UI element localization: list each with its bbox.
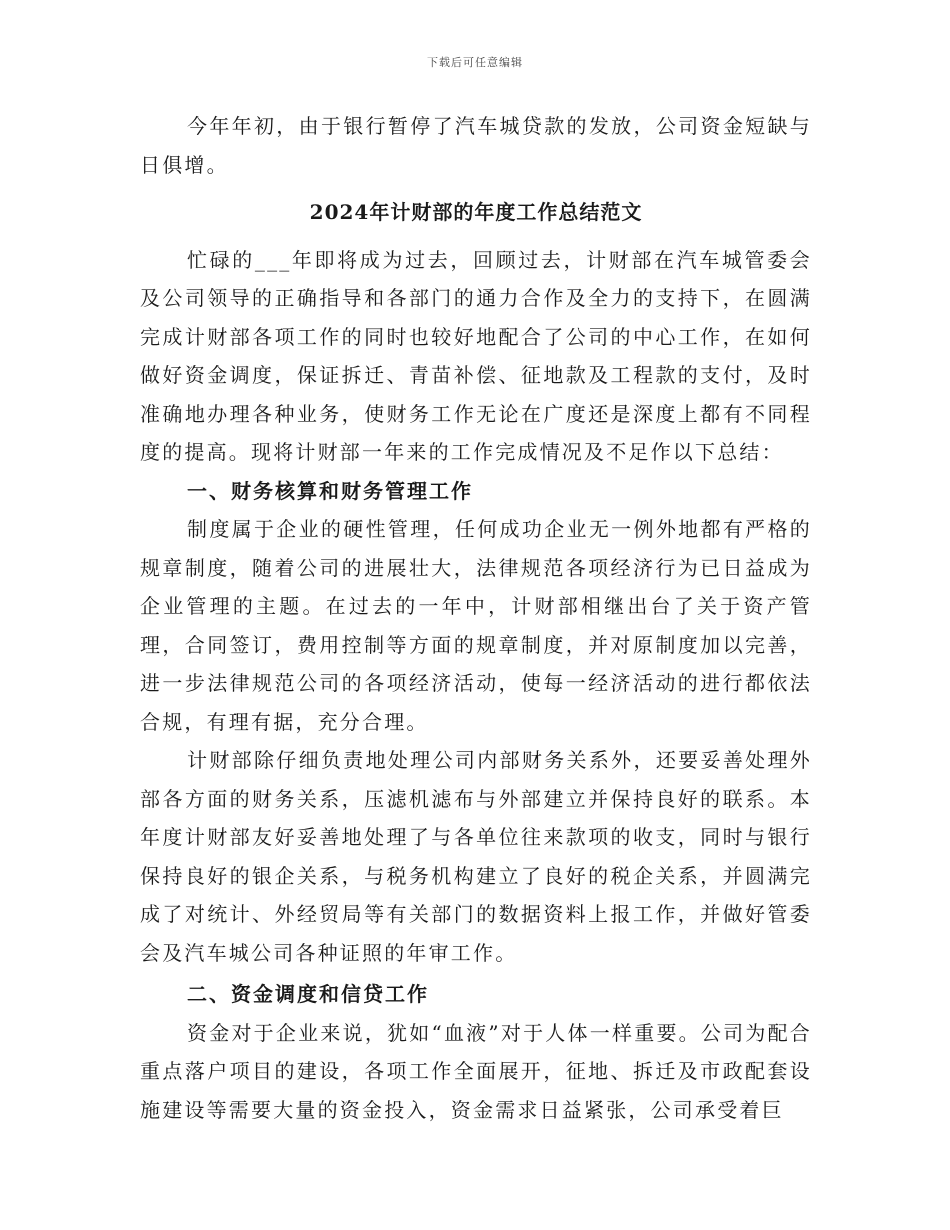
- section-heading-accounting: 一、财务核算和财务管理工作: [187, 478, 473, 503]
- page-header: 下载后可任意编辑: [427, 56, 523, 69]
- document-title: 2024年计财部的年度工作总结范文: [309, 200, 643, 224]
- paragraph-relations: 计财部除仔细负责地处理公司内部财务关系外，还要妥善处理外部各方面的财务关系，压滤机滤布与外部建立并保持良好的联系。本年度计财部友好妥善地处理了与各单位往来款项的收支，同时与银行保持良好的银企关系，与税务机构建立了良好的税企关系，并圆满完成了对统计、外经贸局等有关部门的数据资料上报工作，并做好管委会及汽车城公司各种证照的年审工作。: [140, 748, 812, 965]
- paragraph-funding: 资金对于企业来说，犹如“血液”对于人体一样重要。公司为配合重点落户项目的建设，各项工作全面展开，征地、拆迁及市政配套设施建设等需要大量的资金投入，资金需求日益紧张，公司承受着巨: [140, 1020, 812, 1122]
- section-heading-funding: 二、资金调度和信贷工作: [187, 982, 429, 1006]
- intro-paragraph: 今年年初，由于银行暂停了汽车城贷款的发放，公司资金短缺与日俱增。: [140, 114, 812, 177]
- paragraph-overview: 忙碌的___年即将成为过去，回顾过去，计财部在汽车城管委会及公司领导的正确指导和各部门的通力合作及全力的支持下，在圆满完成计财部各项工作的同时也较好地配合了公司的中心工作，在如何做好资金调度，保证拆迁、青苗补偿、征地款及工程款的支付，及时准确地办理各种业务，使财务工作无论在广度还是深度上都有不同程度的提高。现将计财部一年来的工作完成情况及不足作以下总结：: [140, 247, 812, 464]
- paragraph-regulations: 制度属于企业的硬性管理，任何成功企业无一例外地都有严格的规章制度，随着公司的进展壮大，法律规范各项经济行为已日益成为企业管理的主题。在过去的一年中，计财部相继出台了关于资产管理，合同签订，费用控制等方面的规章制度，并对原制度加以完善，进一步法律规范公司的各项经济活动，使每一经济活动的进行都依法合规，有理有据，充分合理。: [140, 517, 812, 734]
- document-body: [140, 107, 812, 1129]
